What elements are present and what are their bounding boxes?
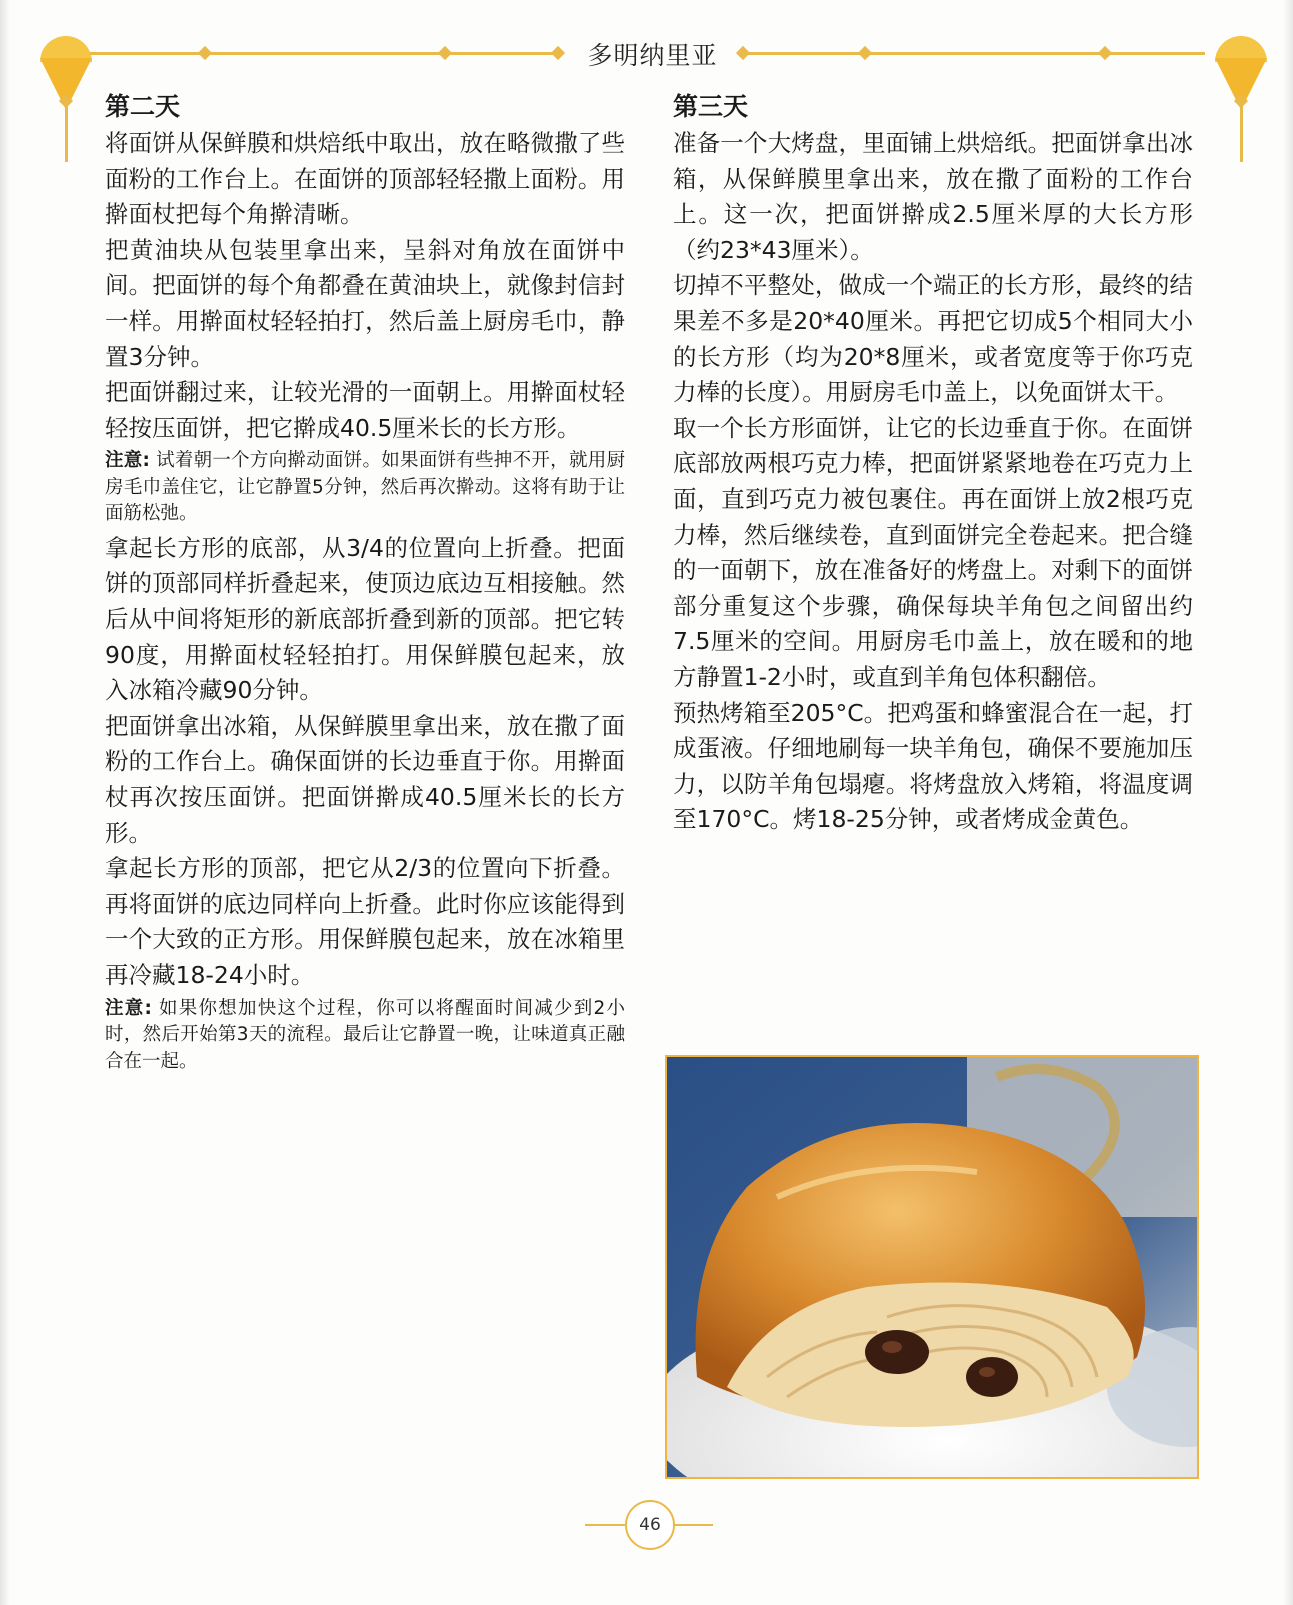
note-label: 注意: (105, 997, 152, 1019)
page-edge-shadow-left (0, 0, 10, 1605)
instruction-paragraph: 切掉不平整处，做成一个端正的长方形，最终的结果差不多是20*40厘米。再把它切成5个相同大小的长方形（均为20*8厘米，或者宽度等于你巧克力棒的长度）。用厨房毛巾盖上，以免面饼太干。 (673, 271, 1193, 407)
diamond-ornament-icon (198, 46, 212, 60)
page-edge-shadow-right (1283, 0, 1293, 1605)
chocolate-croissant-photo (665, 1055, 1199, 1479)
diamond-ornament-icon (858, 46, 872, 60)
diamond-ornament-icon (551, 46, 565, 60)
instruction-paragraph: 拿起长方形的底部，从3/4的位置向上折叠。把面饼的顶部同样折叠起来，使顶边底边互相接触。然后从中间将矩形的新底部折叠到新的顶部。把它转90度，用擀面杖轻轻拍打。用保鲜膜包起来，放入冰箱冷藏90分钟。 (105, 533, 625, 705)
page-number: 46 (625, 1500, 675, 1550)
header-rule-right (745, 52, 1205, 55)
left-column (105, 90, 625, 1078)
instruction-paragraph: 取一个长方形面饼，让它的长边垂直于你。在面饼底部放两根巧克力棒，把面饼紧紧地卷在巧克力上面，直到巧克力被包裹住。再在面饼上放2根巧克力棒，然后继续卷，直到面饼完全卷起来。把合缝的一面朝下，放在准备好的烤盘上。对剩下的面饼部分重复这个步骤，确保每块羊角包之间留出约7.5厘米的空间。用厨房毛巾盖上，放在暖和的地方静置1-2小时，或直到羊角包体积翻倍。 (673, 413, 1193, 691)
note-text: 如果你想加快这个过程，你可以将醒面时间减少到2小时，然后开始第3天的流程。最后让它静置一晚，让味道真正融合在一起。 (105, 997, 626, 1072)
note-paragraph (105, 996, 625, 1076)
instruction-paragraph: 预热烤箱至205°C。把鸡蛋和蜂蜜混合在一起，打成蛋液。仔细地刷每一块羊角包，确保不要施加压力，以防羊角包塌瘪。将烤盘放入烤箱，将温度调至170°C。烤18-25分钟，或者烤成金黄色。 (673, 698, 1193, 834)
instruction-paragraph: 准备一个大烤盘，里面铺上烘焙纸。把面饼拿出冰箱，从保鲜膜里拿出来，放在撒了面粉的工作台上。这一次，把面饼擀成2.5厘米厚的大长方形（约23*43厘米）。 (673, 129, 1193, 264)
instruction-paragraph: 将面饼从保鲜膜和烘焙纸中取出，放在略微撒了些面粉的工作台上。在面饼的顶部轻轻撒上面粉。用擀面杖把每个角擀清晰。 (105, 129, 625, 229)
section-heading-day-three: 第三天 (673, 92, 749, 121)
note-label: 注意: (105, 450, 150, 472)
croissant-illustration (667, 1057, 1197, 1477)
instruction-paragraph: 拿起长方形的顶部，把它从2/3的位置向下折叠。再将面饼的底边同样向上折叠。此时你应该能得到一个大致的正方形。用保鲜膜包起来，放在冰箱里再冷藏18-24小时。 (105, 854, 625, 989)
instruction-paragraph: 把面饼翻过来，让较光滑的一面朝上。用擀面杖轻轻按压面饼，把它擀成40.5厘米长的长方形。 (105, 378, 625, 442)
running-header-title: 多明纳里亚 (587, 41, 718, 70)
diamond-ornament-icon (438, 46, 452, 60)
right-column (673, 90, 1193, 838)
footer-rule-left (585, 1524, 625, 1526)
diamond-ornament-icon (1098, 46, 1112, 60)
ornament-drop-line-left (65, 100, 68, 162)
note-text: 试着朝一个方向擀动面饼。如果面饼有些抻不开，就用厨房毛巾盖住它，让它静置5分钟，然后再次擀动。这将有助于让面筋松弛。 (105, 450, 625, 525)
instruction-paragraph: 把黄油块从包装里拿出来，呈斜对角放在面饼中间。把面饼的每个角都叠在黄油块上，就像封信封一样。用擀面杖轻轻拍打，然后盖上厨房毛巾，静置3分钟。 (105, 235, 625, 371)
instruction-paragraph: 把面饼拿出冰箱，从保鲜膜里拿出来，放在撒了面粉的工作台上。确保面饼的长边垂直于你。用擀面杖再次按压面饼。把面饼擀成40.5厘米长的长方形。 (105, 711, 625, 847)
footer-rule-right (673, 1524, 713, 1526)
note-paragraph (105, 448, 625, 528)
section-heading-day-two: 第二天 (105, 92, 181, 121)
ornament-drop-line-right (1240, 100, 1243, 162)
header-rule-left (90, 52, 560, 55)
